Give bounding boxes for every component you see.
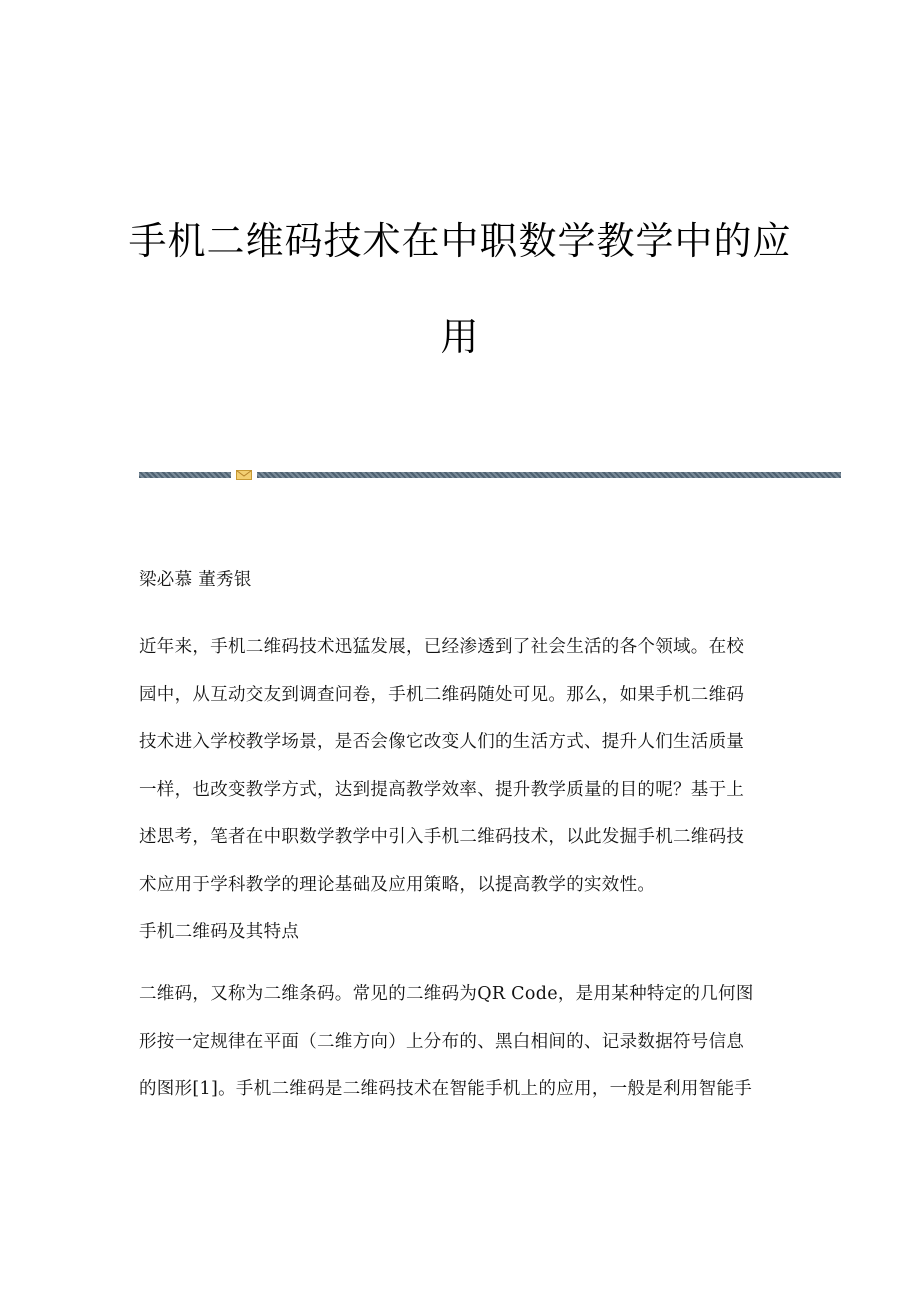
paragraph-line: 技术进入学校教学场景，是否会像它改变人们的生活方式、提升人们生活质量	[139, 732, 745, 752]
paragraph-line: 的图形[1]。手机二维码是二维码技术在智能手机上的应用，一般是利用智能手	[139, 1079, 753, 1099]
authors: 梁必慕 董秀银	[139, 570, 252, 590]
paragraph-line: 形按一定规律在平面（二维方向）上分布的、黑白相间的、记录数据符号信息	[139, 1031, 745, 1052]
paragraph-line: 二维码，又称为二维条码。常见的二维码为QR Code，是用某种特定的几何图	[139, 984, 754, 1004]
divider-bar-left	[139, 472, 231, 478]
paragraph-line: 术应用于学科教学的理论基础及应用策略，以提高教学的实效性。	[139, 874, 656, 895]
section-heading: 手机二维码及其特点	[139, 922, 300, 942]
title-line-1: 手机二维码技术在中职数学教学中的应	[128, 219, 792, 263]
intro-paragraph	[139, 624, 779, 909]
envelope-icon	[236, 470, 252, 480]
section-paragraph	[139, 971, 779, 1114]
paragraph-line: 园中，从互动交友到调查问卷，手机二维码随处可见。那么，如果手机二维码	[139, 684, 745, 705]
title-line-2: 用	[440, 315, 480, 359]
paragraph-line: 一样，也改变教学方式，达到提高教学效率、提升教学质量的目的呢？基于上	[139, 779, 745, 800]
divider-bar-right	[257, 472, 841, 478]
paragraph-line: 述思考，笔者在中职数学教学中引入手机二维码技术，以此发掘手机二维码技	[139, 827, 745, 847]
paragraph-line: 近年来，手机二维码技术迅猛发展，已经渗透到了社会生活的各个领域。在校	[139, 637, 745, 657]
title-divider	[139, 470, 841, 480]
